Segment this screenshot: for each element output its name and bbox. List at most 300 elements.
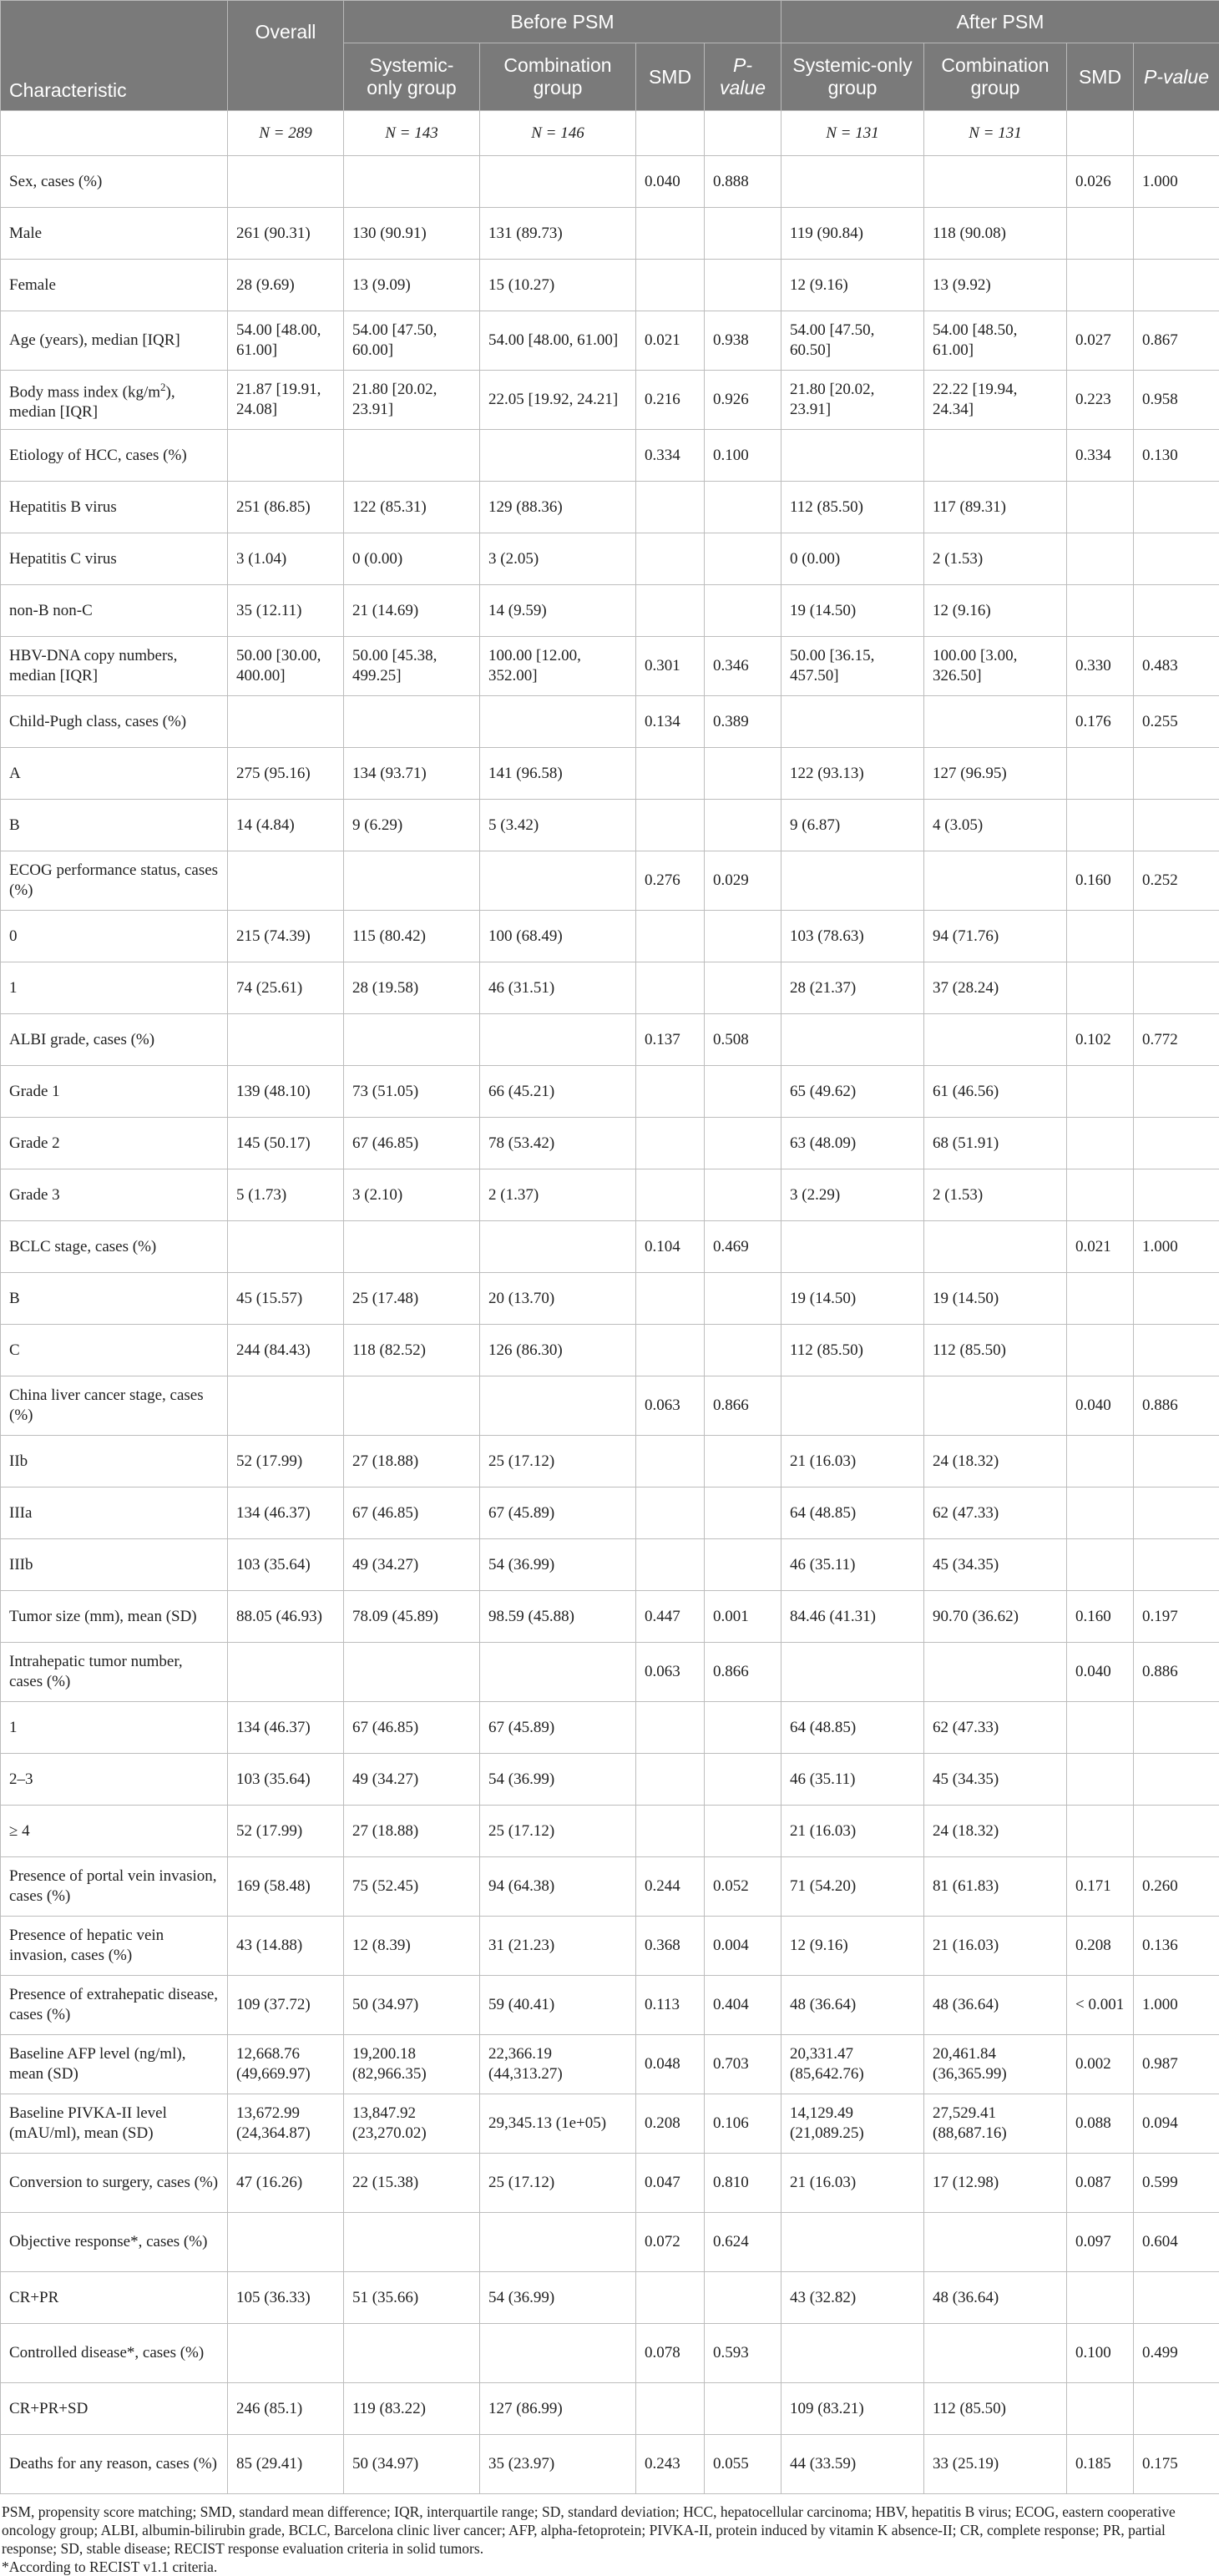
- table-cell: [228, 2213, 344, 2272]
- table-cell: [705, 585, 781, 637]
- table-cell: 73 (51.05): [344, 1066, 480, 1118]
- table-cell: 33 (25.19): [924, 2435, 1067, 2494]
- table-cell: 122 (85.31): [344, 482, 480, 533]
- table-cell: 119 (83.22): [344, 2383, 480, 2435]
- table-cell: 0.958: [1134, 371, 1219, 430]
- table-row: [1, 696, 1219, 748]
- table-cell: 68 (51.91): [924, 1118, 1067, 1169]
- table-cell: 0.447: [636, 1591, 705, 1643]
- table-cell: 134 (93.71): [344, 748, 480, 800]
- table-row: [1, 430, 1219, 482]
- row-label: Grade 2: [1, 1118, 228, 1169]
- table-cell: 119 (90.84): [781, 208, 924, 260]
- table-row: [1, 911, 1219, 962]
- table-cell: 64 (48.85): [781, 1702, 924, 1754]
- table-cell: 94 (71.76): [924, 911, 1067, 962]
- table-cell: 48 (36.64): [924, 2272, 1067, 2324]
- row-label: Hepatitis C virus: [1, 533, 228, 585]
- table-cell: [228, 851, 344, 911]
- table-row: [1, 585, 1219, 637]
- table-cell: [705, 1436, 781, 1488]
- table-cell: 54.00 [47.50, 60.50]: [781, 311, 924, 371]
- table-cell: [924, 2213, 1067, 2272]
- table-row: [1, 1376, 1219, 1436]
- table-cell: 261 (90.31): [228, 208, 344, 260]
- table-cell: [636, 1273, 705, 1325]
- table-cell: [705, 1754, 781, 1806]
- table-cell: 20,461.84 (36,365.99): [924, 2035, 1067, 2094]
- table-cell: 5 (3.42): [480, 800, 636, 851]
- table-cell: 0.499: [1134, 2324, 1219, 2383]
- table-cell: 3 (1.04): [228, 533, 344, 585]
- table-row: [1, 1169, 1219, 1221]
- table-cell: 0.604: [1134, 2213, 1219, 2272]
- table-cell: 94 (64.38): [480, 1857, 636, 1917]
- table-row: [1, 1591, 1219, 1643]
- row-label: IIb: [1, 1436, 228, 1488]
- table-cell: [781, 430, 924, 482]
- table-cell: 37 (28.24): [924, 962, 1067, 1014]
- header-before-smd: SMD: [636, 43, 705, 111]
- table-cell: [636, 911, 705, 962]
- table-cell: 0.185: [1067, 2435, 1134, 2494]
- table-cell: 0.334: [1067, 430, 1134, 482]
- table-cell: 105 (36.33): [228, 2272, 344, 2324]
- header-overall: Overall: [228, 1, 344, 111]
- table-cell: 67 (46.85): [344, 1488, 480, 1539]
- row-label: Grade 3: [1, 1169, 228, 1221]
- table-cell: [705, 748, 781, 800]
- table-cell: [705, 911, 781, 962]
- header-before-systemic: Systemic-only group: [344, 43, 480, 111]
- table-cell: 0.926: [705, 371, 781, 430]
- table-cell: [924, 2324, 1067, 2383]
- footnote-abbreviations: PSM, propensity score matching; SMD, standard mean difference; IQR, interquartile range; SD, standard deviation; HCC, hepatocellular carcinoma; HBV, hepatitis B virus; ECOG, eastern cooperative oncology group; ALBI, albumin-bilirubin grade, BCLC, Barcelona clinic liver cancer; AFP, alpha-fetoprotein; PIVKA-II, protein induced by vitamin K absence-II; CR, complete response; PR, partial response; SD, stable disease; RECIST response evaluation criteria in solid tumors.: [2, 2503, 1217, 2558]
- table-cell: [1134, 482, 1219, 533]
- table-cell: 112 (85.50): [781, 1325, 924, 1376]
- table-cell: 51 (35.66): [344, 2272, 480, 2324]
- table-cell: 52 (17.99): [228, 1806, 344, 1857]
- table-cell: 85 (29.41): [228, 2435, 344, 2494]
- n-cell: N = 131: [781, 111, 924, 156]
- table-cell: 67 (46.85): [344, 1702, 480, 1754]
- table-row: [1, 1014, 1219, 1066]
- table-cell: [480, 2213, 636, 2272]
- table-cell: [705, 962, 781, 1014]
- table-cell: 0.100: [1067, 2324, 1134, 2383]
- row-label: ALBI grade, cases (%): [1, 1014, 228, 1066]
- table-cell: 0.175: [1134, 2435, 1219, 2494]
- table-cell: 21.80 [20.02, 23.91]: [781, 371, 924, 430]
- table-cell: 50.00 [36.15, 457.50]: [781, 637, 924, 696]
- row-label: ECOG performance status, cases (%): [1, 851, 228, 911]
- table-cell: 35 (23.97): [480, 2435, 636, 2494]
- table-row: [1, 1488, 1219, 1539]
- table-cell: 0.052: [705, 1857, 781, 1917]
- table-cell: 0.886: [1134, 1376, 1219, 1436]
- table-cell: 75 (52.45): [344, 1857, 480, 1917]
- table-cell: 0.938: [705, 311, 781, 371]
- header-after-pvalue: P-value: [1134, 43, 1219, 111]
- table-cell: 126 (86.30): [480, 1325, 636, 1376]
- table-cell: [1134, 1539, 1219, 1591]
- table-cell: [636, 1325, 705, 1376]
- table-cell: [1134, 208, 1219, 260]
- table-cell: 0.867: [1134, 311, 1219, 371]
- table-cell: 28 (21.37): [781, 962, 924, 1014]
- table-cell: 118 (90.08): [924, 208, 1067, 260]
- table-cell: 22 (15.38): [344, 2154, 480, 2213]
- table-cell: 3 (2.05): [480, 533, 636, 585]
- table-cell: 12 (8.39): [344, 1917, 480, 1976]
- table-cell: 109 (37.72): [228, 1976, 344, 2035]
- table-cell: 129 (88.36): [480, 482, 636, 533]
- table-cell: [480, 696, 636, 748]
- table-cell: 27 (18.88): [344, 1436, 480, 1488]
- table-cell: [344, 2324, 480, 2383]
- table-row: [1, 1273, 1219, 1325]
- row-label: non-B non-C: [1, 585, 228, 637]
- table-cell: 62 (47.33): [924, 1702, 1067, 1754]
- table-row: [1, 482, 1219, 533]
- table-cell: 0.087: [1067, 2154, 1134, 2213]
- table-cell: [344, 851, 480, 911]
- table-cell: 0.021: [1067, 1221, 1134, 1273]
- table-cell: 169 (58.48): [228, 1857, 344, 1917]
- n-cell: N = 289: [228, 111, 344, 156]
- table-cell: 52 (17.99): [228, 1436, 344, 1488]
- table-cell: 103 (78.63): [781, 911, 924, 962]
- table-cell: [705, 1539, 781, 1591]
- row-label: Body mass index $(kg/m^2)$, median [IQR]: [1, 371, 228, 430]
- table-row: [1, 2435, 1219, 2494]
- table-cell: [228, 1376, 344, 1436]
- n-cell: [1067, 111, 1134, 156]
- table-cell: 2 (1.37): [480, 1169, 636, 1221]
- table-cell: [1134, 800, 1219, 851]
- table-cell: [1067, 962, 1134, 1014]
- table-cell: 1.000: [1134, 156, 1219, 208]
- table-cell: 3 (2.10): [344, 1169, 480, 1221]
- table-cell: [228, 1014, 344, 1066]
- row-label: IIIa: [1, 1488, 228, 1539]
- table-cell: 21 (14.69): [344, 585, 480, 637]
- table-row: [1, 1702, 1219, 1754]
- table-cell: [344, 1643, 480, 1702]
- table-cell: 45 (34.35): [924, 1754, 1067, 1806]
- sample-size-row: [1, 111, 1219, 156]
- table-cell: 0.987: [1134, 2035, 1219, 2094]
- row-label: B: [1, 800, 228, 851]
- table-cell: [480, 1376, 636, 1436]
- table-cell: [228, 430, 344, 482]
- table-cell: 54.00 [47.50, 60.00]: [344, 311, 480, 371]
- header-before-pvalue: P-value: [705, 43, 781, 111]
- n-cell: [1134, 111, 1219, 156]
- table-cell: 0.346: [705, 637, 781, 696]
- table-cell: [1067, 2383, 1134, 2435]
- table-cell: [480, 851, 636, 911]
- footnote-recist: *According to RECIST v1.1 criteria.: [2, 2558, 1217, 2576]
- table-cell: [924, 1643, 1067, 1702]
- table-cell: 54 (36.99): [480, 1754, 636, 1806]
- table-cell: [344, 430, 480, 482]
- table-cell: 0.810: [705, 2154, 781, 2213]
- table-cell: 1.000: [1134, 1976, 1219, 2035]
- table-cell: 61 (46.56): [924, 1066, 1067, 1118]
- table-cell: 74 (25.61): [228, 962, 344, 1014]
- table-cell: 12 (9.16): [781, 260, 924, 311]
- table-cell: 0.048: [636, 2035, 705, 2094]
- table-cell: 65 (49.62): [781, 1066, 924, 1118]
- table-cell: 112 (85.50): [924, 2383, 1067, 2435]
- table-body: [1, 111, 1219, 2494]
- table-cell: 0.040: [636, 156, 705, 208]
- table-cell: 0.599: [1134, 2154, 1219, 2213]
- table-row: [1, 1754, 1219, 1806]
- table-cell: [636, 482, 705, 533]
- table-cell: 0.208: [636, 2094, 705, 2154]
- table-cell: [636, 2272, 705, 2324]
- table-cell: 9 (6.87): [781, 800, 924, 851]
- table-cell: 22.05 [19.92, 24.21]: [480, 371, 636, 430]
- row-label: HBV-DNA copy numbers, median [IQR]: [1, 637, 228, 696]
- table-cell: [636, 1118, 705, 1169]
- row-label: Male: [1, 208, 228, 260]
- row-label: 1: [1, 1702, 228, 1754]
- table-cell: 0.593: [705, 2324, 781, 2383]
- table-cell: 67 (45.89): [480, 1702, 636, 1754]
- table-cell: 46 (35.11): [781, 1754, 924, 1806]
- table-cell: 78.09 (45.89): [344, 1591, 480, 1643]
- table-cell: 0.404: [705, 1976, 781, 2035]
- table-cell: [781, 2213, 924, 2272]
- table-cell: 127 (96.95): [924, 748, 1067, 800]
- table-cell: 0.176: [1067, 696, 1134, 748]
- table-cell: 44 (33.59): [781, 2435, 924, 2494]
- table-cell: [228, 2324, 344, 2383]
- table-cell: 59 (40.41): [480, 1976, 636, 2035]
- row-label: BCLC stage, cases (%): [1, 1221, 228, 1273]
- row-label: ≥ 4: [1, 1806, 228, 1857]
- table-cell: 17 (12.98): [924, 2154, 1067, 2213]
- table-cell: 0.469: [705, 1221, 781, 1273]
- table-cell: [1134, 911, 1219, 962]
- table-cell: 246 (85.1): [228, 2383, 344, 2435]
- header-after-psm: After PSM: [781, 1, 1219, 43]
- table-cell: 100.00 [12.00, 352.00]: [480, 637, 636, 696]
- table-cell: 0.208: [1067, 1917, 1134, 1976]
- table-cell: [228, 1221, 344, 1273]
- n-cell: N = 131: [924, 111, 1067, 156]
- table-cell: 0 (0.00): [344, 533, 480, 585]
- table-cell: 0.004: [705, 1917, 781, 1976]
- table-cell: [344, 1221, 480, 1273]
- table-cell: [781, 696, 924, 748]
- row-label: Grade 1: [1, 1066, 228, 1118]
- table-cell: [636, 208, 705, 260]
- table-cell: 0.171: [1067, 1857, 1134, 1917]
- table-cell: 251 (86.85): [228, 482, 344, 533]
- table-row: [1, 2272, 1219, 2324]
- table-cell: 0.047: [636, 2154, 705, 2213]
- row-label: Presence of extrahepatic disease, cases (%): [1, 1976, 228, 2035]
- table-row: [1, 2213, 1219, 2272]
- table-row: [1, 2094, 1219, 2154]
- table-cell: 0.886: [1134, 1643, 1219, 1702]
- table-cell: 63 (48.09): [781, 1118, 924, 1169]
- row-label: Hepatitis B virus: [1, 482, 228, 533]
- table-cell: [781, 1376, 924, 1436]
- table-cell: [1067, 1702, 1134, 1754]
- table-row: [1, 1066, 1219, 1118]
- table-cell: 19 (14.50): [781, 585, 924, 637]
- table-cell: 78 (53.42): [480, 1118, 636, 1169]
- row-label: Controlled disease*, cases (%): [1, 2324, 228, 2383]
- table-cell: [636, 1702, 705, 1754]
- table-cell: 0.334: [636, 430, 705, 482]
- table-cell: 20 (13.70): [480, 1273, 636, 1325]
- table-cell: [1067, 1754, 1134, 1806]
- table-cell: [636, 962, 705, 1014]
- table-cell: 122 (93.13): [781, 748, 924, 800]
- table-cell: [636, 748, 705, 800]
- table-cell: [1067, 1325, 1134, 1376]
- table-cell: 45 (34.35): [924, 1539, 1067, 1591]
- table-cell: 0.100: [705, 430, 781, 482]
- table-cell: [705, 1273, 781, 1325]
- table-cell: [636, 1806, 705, 1857]
- table-cell: [1067, 748, 1134, 800]
- table-cell: 27,529.41 (88,687.16): [924, 2094, 1067, 2154]
- table-cell: 5 (1.73): [228, 1169, 344, 1221]
- table-cell: 21.87 [19.91, 24.08]: [228, 371, 344, 430]
- table-cell: 28 (19.58): [344, 962, 480, 1014]
- table-cell: 22,366.19 (44,313.27): [480, 2035, 636, 2094]
- table-cell: 14 (9.59): [480, 585, 636, 637]
- table-cell: [1134, 748, 1219, 800]
- table-cell: [344, 696, 480, 748]
- table-row: [1, 800, 1219, 851]
- table-cell: 48 (36.64): [781, 1976, 924, 2035]
- table-cell: 21 (16.03): [781, 1436, 924, 1488]
- table-cell: [781, 1014, 924, 1066]
- table-cell: 25 (17.48): [344, 1273, 480, 1325]
- table-cell: 0.160: [1067, 1591, 1134, 1643]
- table-cell: 0.063: [636, 1376, 705, 1436]
- table-cell: 0.106: [705, 2094, 781, 2154]
- header-after-smd: SMD: [1067, 43, 1134, 111]
- table-cell: 0.026: [1067, 156, 1134, 208]
- table-row: [1, 260, 1219, 311]
- table-cell: 0.866: [705, 1376, 781, 1436]
- table-cell: 49 (34.27): [344, 1539, 480, 1591]
- row-label: B: [1, 1273, 228, 1325]
- table-cell: [1067, 1488, 1134, 1539]
- table-cell: [1067, 1169, 1134, 1221]
- table-cell: [1134, 2272, 1219, 2324]
- table-cell: [1067, 533, 1134, 585]
- table-cell: 0 (0.00): [781, 533, 924, 585]
- table-cell: 54 (36.99): [480, 1539, 636, 1591]
- table-row: [1, 1857, 1219, 1917]
- table-cell: 9 (6.29): [344, 800, 480, 851]
- row-label: Female: [1, 260, 228, 311]
- table-cell: 71 (54.20): [781, 1857, 924, 1917]
- table-cell: 21 (16.03): [924, 1917, 1067, 1976]
- table-cell: 45 (15.57): [228, 1273, 344, 1325]
- n-cell: [705, 111, 781, 156]
- table-cell: 130 (90.91): [344, 208, 480, 260]
- table-cell: [1134, 962, 1219, 1014]
- table-cell: [1134, 533, 1219, 585]
- table-cell: 14 (4.84): [228, 800, 344, 851]
- table-cell: 54.00 [48.00, 61.00]: [228, 311, 344, 371]
- table-cell: 0.104: [636, 1221, 705, 1273]
- table-header: [1, 1, 1219, 111]
- table-cell: [705, 1169, 781, 1221]
- table-cell: [1067, 1806, 1134, 1857]
- table-cell: 13,672.99 (24,364.87): [228, 2094, 344, 2154]
- table-cell: 100.00 [3.00, 326.50]: [924, 637, 1067, 696]
- table-cell: [1067, 1118, 1134, 1169]
- table-cell: 112 (85.50): [924, 1325, 1067, 1376]
- table-cell: [480, 1014, 636, 1066]
- table-cell: [1134, 1488, 1219, 1539]
- table-cell: 13 (9.09): [344, 260, 480, 311]
- row-label: CR+PR: [1, 2272, 228, 2324]
- table-cell: [480, 1221, 636, 1273]
- table-cell: 0.255: [1134, 696, 1219, 748]
- table-cell: 35 (12.11): [228, 585, 344, 637]
- table-cell: 0.072: [636, 2213, 705, 2272]
- table-cell: 24 (18.32): [924, 1436, 1067, 1488]
- table-cell: 0.102: [1067, 1014, 1134, 1066]
- table-cell: [636, 585, 705, 637]
- header-before-combination: Combination group: [480, 43, 636, 111]
- table-cell: 64 (48.85): [781, 1488, 924, 1539]
- table-cell: 131 (89.73): [480, 208, 636, 260]
- table-cell: 3 (2.29): [781, 1169, 924, 1221]
- table-cell: [1067, 911, 1134, 962]
- table-row: [1, 1221, 1219, 1273]
- table-cell: 0.040: [1067, 1643, 1134, 1702]
- table-row: [1, 851, 1219, 911]
- table-cell: 2 (1.53): [924, 1169, 1067, 1221]
- table-cell: 50 (34.97): [344, 2435, 480, 2494]
- table-cell: 0.002: [1067, 2035, 1134, 2094]
- table-cell: 0.772: [1134, 1014, 1219, 1066]
- table-row: [1, 1917, 1219, 1976]
- table-cell: 0.040: [1067, 1376, 1134, 1436]
- table-cell: 244 (84.43): [228, 1325, 344, 1376]
- table-cell: [705, 1066, 781, 1118]
- table-cell: 0.063: [636, 1643, 705, 1702]
- table-cell: [705, 2272, 781, 2324]
- table-cell: [705, 1702, 781, 1754]
- table-cell: 145 (50.17): [228, 1118, 344, 1169]
- table-row: [1, 1976, 1219, 2035]
- table-cell: [705, 1488, 781, 1539]
- table-cell: [781, 851, 924, 911]
- row-label: Age (years), median [IQR]: [1, 311, 228, 371]
- table-cell: [705, 2383, 781, 2435]
- table-cell: 109 (83.21): [781, 2383, 924, 2435]
- table-cell: [1067, 800, 1134, 851]
- table-cell: 13 (9.92): [924, 260, 1067, 311]
- table-cell: 0.029: [705, 851, 781, 911]
- table-cell: 1.000: [1134, 1221, 1219, 1273]
